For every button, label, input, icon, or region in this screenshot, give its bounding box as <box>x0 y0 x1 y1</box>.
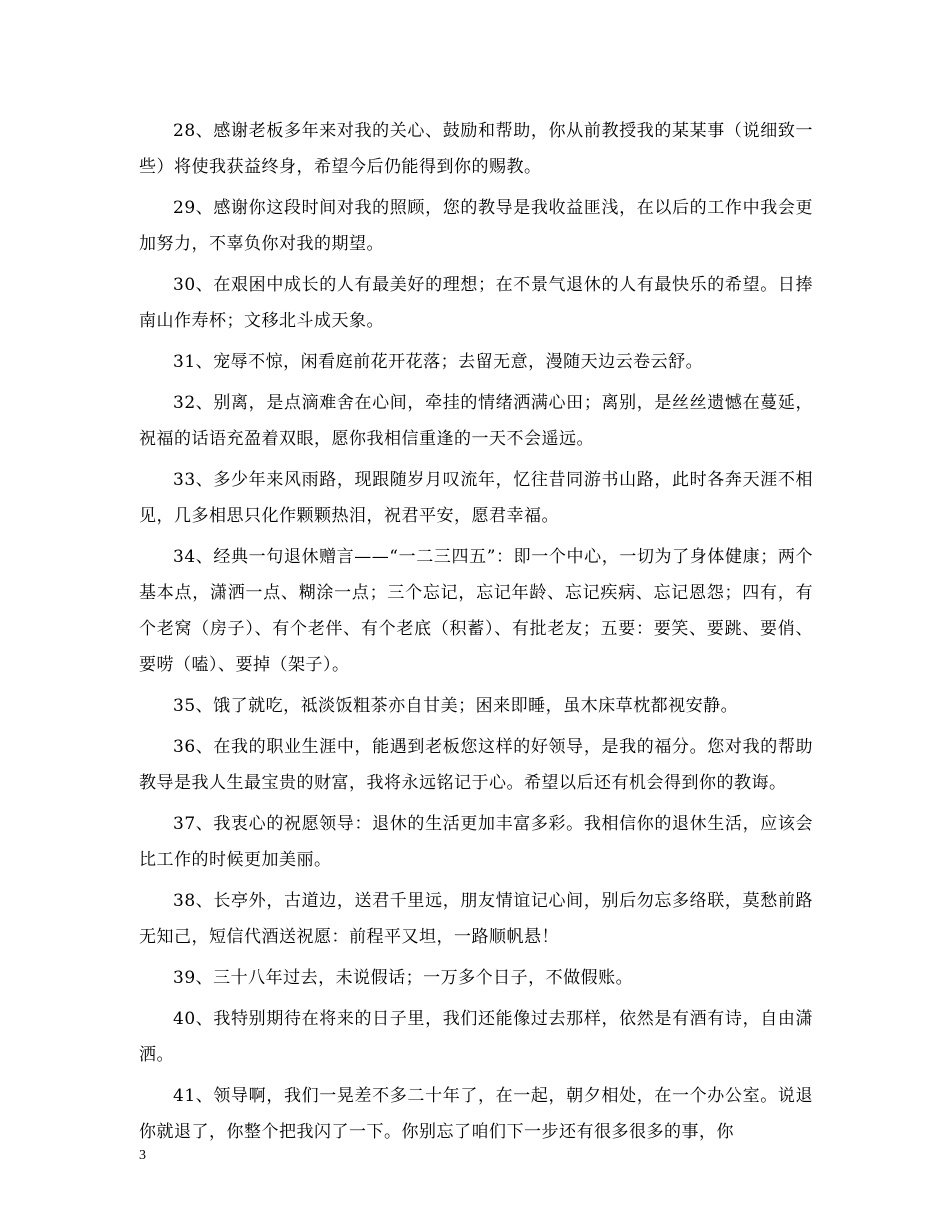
paragraph-41: 41、领导啊，我们一晃差不多二十年了，在一起，朝夕相处，在一个办公室。说退你就退了，你整个把我闪了一下。你别忘了咱们下一步还有很多很多的事，你 <box>139 1086 813 1142</box>
paragraph-34: 34、经典一句退休赠言——“一二三四五”：即一个中心，一切为了身体健康；两个基本点，潇洒一点、糊涂一点；三个忘记，忘记年龄、忘记疾病、忘记恩怨；四有，有个老窝（房子）、有个老伴、有个老底（积蓄）、有批老友；五要：要笑、要跳、要俏、要唠（嗑）、要掉（架子）。 <box>139 547 813 675</box>
paragraph-30: 30、在艰困中成长的人有最美好的理想；在不景气退休的人有最快乐的希望。日捧南山作寿杯；文移北斗成天象。 <box>139 275 813 331</box>
paragraph-35: 35、饿了就吃，祗淡饭粗茶亦自甘美；困来即睡，虽木床草枕都视安静。 <box>173 696 739 716</box>
paragraph-29: 29、感谢你这段时间对我的照顾，您的教导是我收益匪浅，在以后的工作中我会更加努力，不辜负你对我的期望。 <box>139 198 813 254</box>
paragraph-31: 31、宠辱不惊，闲看庭前花开花落；去留无意，漫随天边云卷云舒。 <box>173 352 704 372</box>
paragraph-33: 33、多少年来风雨路，现跟随岁月叹流年，忆往昔同游书山路，此时各奔天涯不相见，几多相思只化作颗颗热泪，祝君平安，愿君幸福。 <box>139 470 813 526</box>
paragraph-28: 28、感谢老板多年来对我的关心、鼓励和帮助，你从前教授我的某某事（说细致一些）将使我获益终身，希望今后仍能得到你的赐教。 <box>139 121 813 177</box>
paragraph-36: 36、在我的职业生涯中，能遇到老板您这样的好领导，是我的福分。您对我的帮助教导是我人生最宝贵的财富，我将永远铭记于心。希望以后还有机会得到你的教诲。 <box>139 737 813 793</box>
paragraph-38: 38、长亭外，古道边，送君千里远，朋友情谊记心间，别后勿忘多络联，莫愁前路无知己，短信代酒送祝愿：前程平又坦，一路顺帆悬！ <box>139 891 813 947</box>
paragraph-37: 37、我衷心的祝愿领导：退休的生活更加丰富多彩。我相信你的退休生活，应该会比工作的时候更加美丽。 <box>139 814 813 870</box>
page-content <box>139 113 813 1155</box>
paragraph-32: 32、别离，是点滴难舍在心间，牵挂的情绪洒满心田；离别，是丝丝遗憾在蔓延，祝福的话语充盈着双眼，愿你我相信重逢的一天不会遥远。 <box>139 393 813 449</box>
paragraph-39: 39、三十八年过去，未说假话；一万多个日子，不做假账。 <box>173 968 634 988</box>
paragraph-40: 40、我特别期待在将来的日子里，我们还能像过去那样，依然是有酒有诗，自由潇洒。 <box>139 1009 813 1065</box>
page-number: 3 <box>139 1148 146 1163</box>
